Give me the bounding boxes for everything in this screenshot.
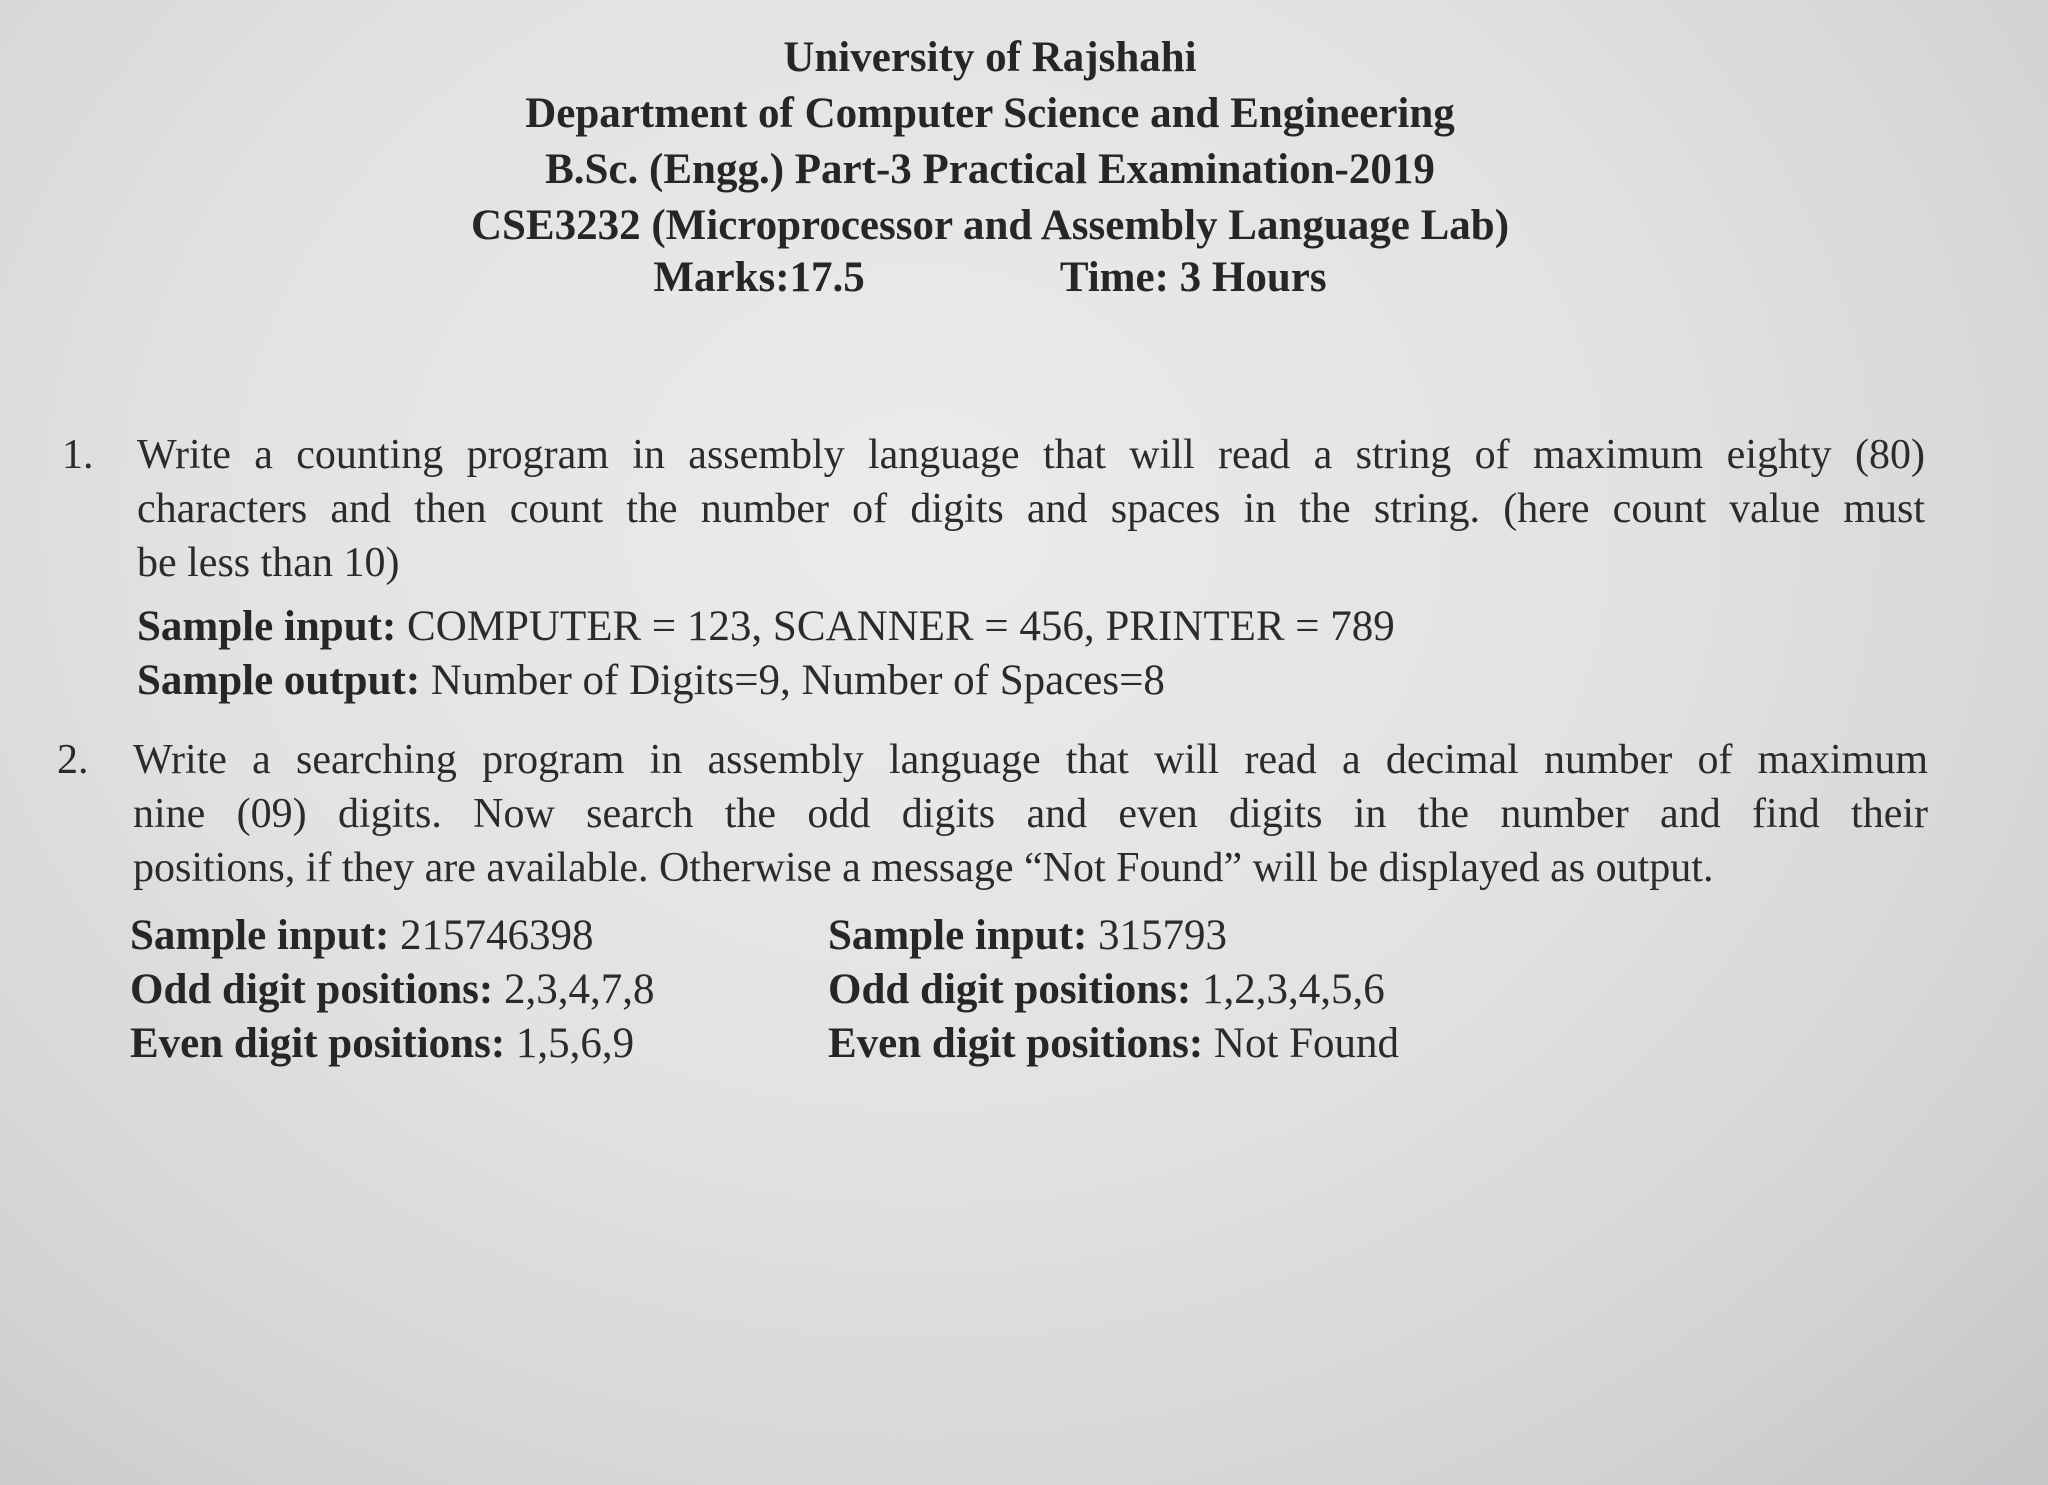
department-name: Department of Computer Science and Engineering: [525, 90, 1455, 137]
even-digit-positions: [130, 1017, 654, 1071]
sample-value: Number of Digits=9, Number of Spaces=8: [420, 657, 1165, 704]
sample-column-1: [130, 909, 654, 1071]
sample-output: [137, 654, 1395, 708]
sample-value: 1,5,6,9: [505, 1020, 635, 1067]
sample-label: Sample output:: [137, 657, 421, 704]
question-number: 2.: [57, 737, 89, 783]
sample-input: [137, 600, 1395, 654]
sample-value: 1,2,3,4,5,6: [1191, 966, 1385, 1013]
sample-label: Odd digit positions:: [130, 966, 494, 1013]
time-label: Time: 3 Hours: [1059, 254, 1327, 301]
odd-digit-positions: [130, 963, 654, 1017]
question-text-line: positions, if they are available. Otherwise a message “Not Found” will be displayed as output.: [133, 845, 1714, 891]
sample-label: Sample input:: [130, 912, 390, 959]
question-text-line: characters and then count the number of digits and spaces in the string. (here count value must: [137, 486, 1925, 532]
sample-column-2: [828, 909, 1399, 1071]
question-text-line: be less than 10): [137, 540, 400, 586]
sample-label: Sample input:: [828, 912, 1088, 959]
sample-label: Sample input:: [137, 603, 397, 650]
course-title: CSE3232 (Microprocessor and Assembly Language Lab): [470, 202, 1510, 249]
odd-digit-positions: [828, 963, 1399, 1017]
sample-input: [828, 909, 1399, 963]
sample-value: 2,3,4,7,8: [493, 966, 655, 1013]
question-text: [137, 428, 1925, 590]
question-text-line: nine (09) digits. Now search the odd digits and even digits in the number and find their: [133, 791, 1928, 837]
sample-value: 315793: [1087, 912, 1228, 959]
even-digit-positions: [828, 1017, 1399, 1071]
sample-input: [130, 909, 654, 963]
question-text-line: Write a counting program in assembly language that will read a string of maximum eighty (80): [137, 432, 1925, 478]
marks-time-row: [0, 252, 1980, 304]
exam-header: [0, 30, 1980, 304]
university-name: University of Rajshahi: [783, 34, 1197, 81]
sample-label: Odd digit positions:: [828, 966, 1192, 1013]
sample-label: Even digit positions:: [130, 1020, 506, 1067]
exam-title: B.Sc. (Engg.) Part-3 Practical Examination-2019: [545, 146, 1435, 193]
sample-value: 215746398: [389, 912, 594, 959]
sample-label: Even digit positions:: [828, 1020, 1204, 1067]
sample-block: [137, 600, 1395, 708]
question-text: [133, 733, 1928, 895]
question-text-line: Write a searching program in assembly language that will read a decimal number of maximum: [133, 737, 1928, 783]
marks-label: Marks:17.5: [653, 254, 865, 301]
sample-value: Not Found: [1203, 1020, 1400, 1067]
sample-value: COMPUTER = 123, SCANNER = 456, PRINTER = 789: [396, 603, 1395, 650]
question-number: 1.: [62, 432, 94, 478]
